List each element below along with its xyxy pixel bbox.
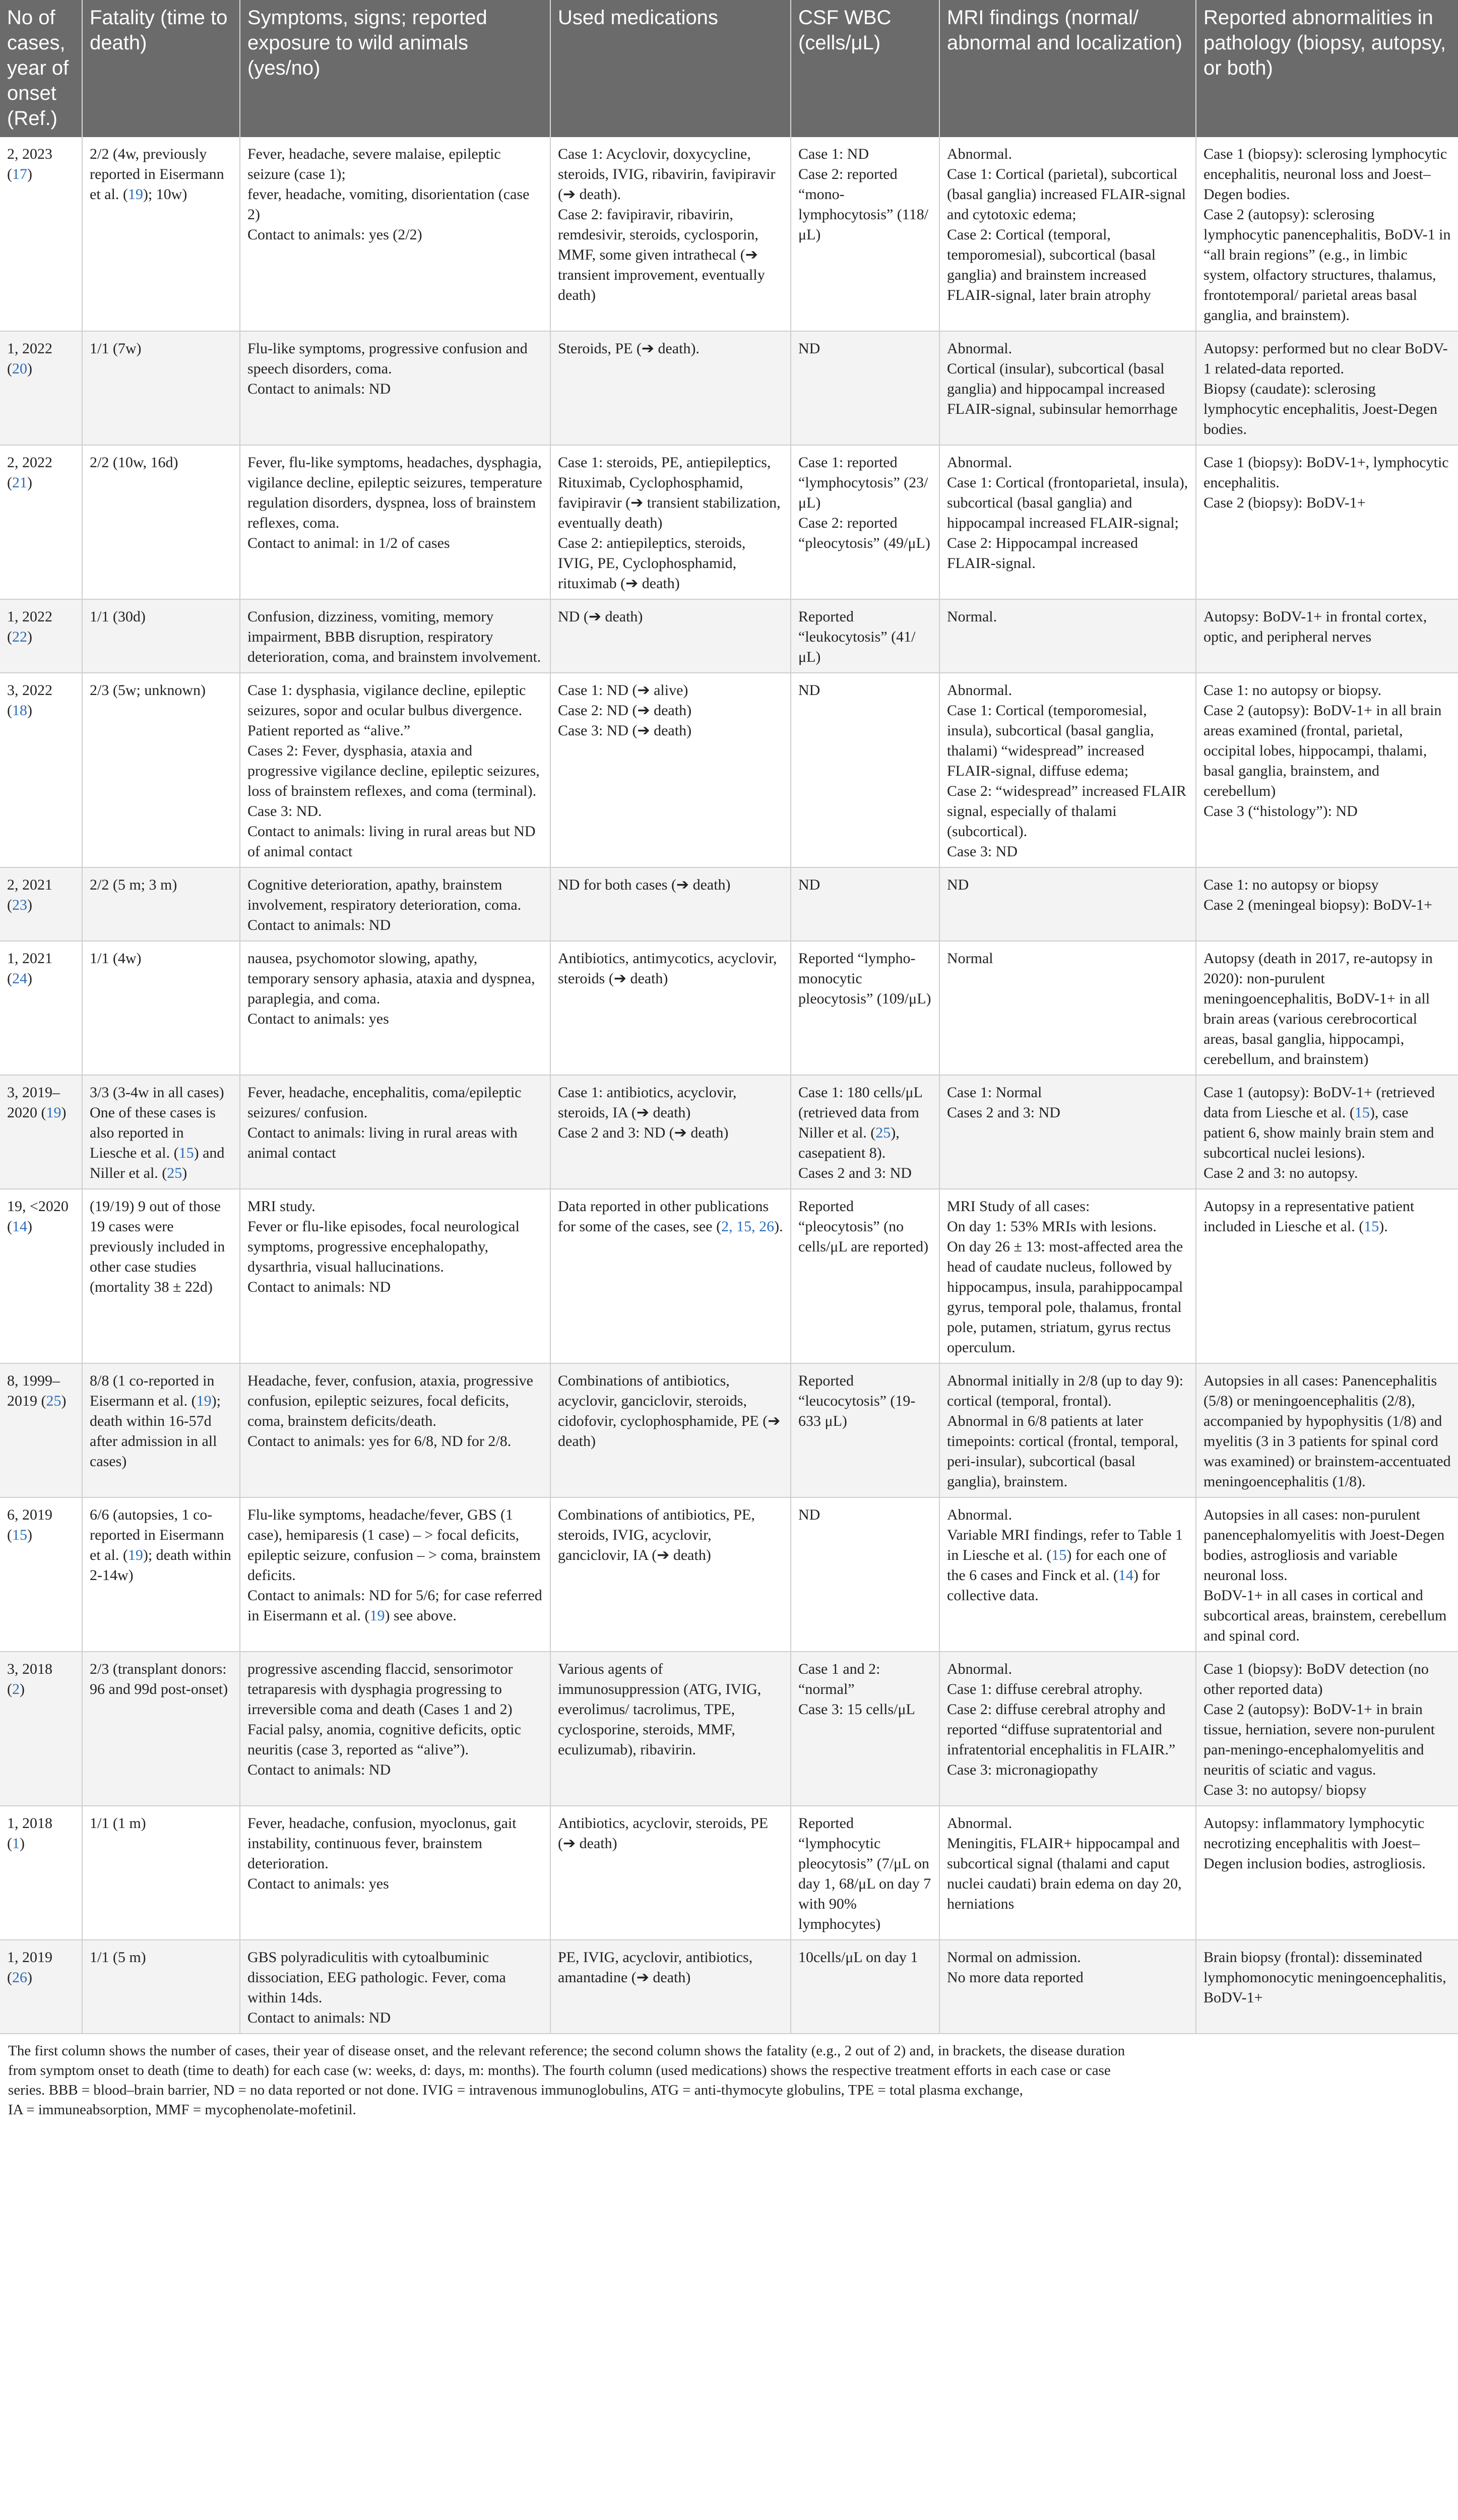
cell-line: Normal on admission. bbox=[947, 1949, 1081, 1966]
cell-line: 1, 2019 bbox=[7, 1949, 52, 1966]
cases-cell bbox=[0, 941, 82, 1075]
cell-line: Fever, headache, confusion, myoclonus, gait instability, continuous fever, brainstem deterioration. bbox=[247, 1815, 517, 1872]
cases-cell bbox=[0, 445, 82, 599]
pathology-cell bbox=[1196, 1497, 1458, 1652]
cell-line: Contact to animals: ND bbox=[247, 917, 391, 933]
header-symptoms: Symptoms, signs; reported exposure to wild animals (yes/no) bbox=[240, 0, 550, 137]
cases-cell bbox=[0, 599, 82, 673]
medications-cell bbox=[550, 331, 791, 445]
cell-line: Contact to animals: yes (2/2) bbox=[247, 226, 422, 243]
cell-line: (24) bbox=[7, 970, 32, 987]
cell-line: (23) bbox=[7, 897, 32, 913]
pathology-cell bbox=[1196, 445, 1458, 599]
table-body bbox=[0, 137, 1458, 2034]
cell-line: Facial palsy, anomia, cognitive deficits, optic neuritis (case 3, reported as “alive”). bbox=[247, 1721, 521, 1758]
csf-wbc-cell bbox=[791, 1497, 939, 1652]
cell-line: MRI study. bbox=[247, 1198, 315, 1215]
cell-line: Case 1: Cortical (temporomesial, insula), subcortical (basal ganglia, thalami) “widespread” increased FLAIR-signal, diffuse edema; bbox=[947, 702, 1154, 779]
cell-line: 2/3 (5w; unknown) bbox=[90, 682, 206, 699]
cell-line: Cases 2: Fever, dysphasia, ataxia and progressive vigilance decline, epileptic seizures, loss of brainstem reflexes, and coma (terminal). bbox=[247, 742, 540, 799]
mri-cell bbox=[939, 137, 1196, 331]
cell-line: Abnormal. bbox=[947, 682, 1012, 699]
cell-line: On day 26 ± 13: most-affected area the head of caudate nucleus, followed by hippocampus, insula, parahippocampal gyrus, temporal pole, thalamus, frontal pole, putamen, striatum, gyrus rectus operculum. bbox=[947, 1238, 1183, 1356]
cell-line: Fever or flu-like episodes, focal neurological symptoms, progressive encephalopathy, dysarthria, visual hallucinations. bbox=[247, 1218, 520, 1275]
mri-cell bbox=[939, 1806, 1196, 1940]
cases-cell bbox=[0, 1363, 82, 1497]
cell-line: Case 2 (autopsy): sclerosing lymphocytic panencephalitis, BoDV-1 in “all brain regions” (e.g., in limbic system, olfactory structures, thalamus, frontotemporal/ parietal areas basal ganglia, and brainstem). bbox=[1203, 206, 1451, 324]
table-row bbox=[0, 1075, 1458, 1189]
medications-cell bbox=[550, 673, 791, 867]
table-row bbox=[0, 941, 1458, 1075]
cell-line: Case 1: Cortical (parietal), subcortical (basal ganglia) increased FLAIR-signal and cytotoxic edema; bbox=[947, 166, 1186, 223]
cell-line: Confusion, dizziness, vomiting, memory impairment, BBB disruption, respiratory deterioration, coma, and brainstem involvement. bbox=[247, 608, 541, 665]
cell-line: (20) bbox=[7, 360, 32, 377]
cell-line: Abnormal. bbox=[947, 454, 1012, 471]
table-row bbox=[0, 1652, 1458, 1806]
cell-line: Fever, headache, encephalitis, coma/epileptic seizures/ confusion. bbox=[247, 1084, 522, 1121]
symptoms-cell bbox=[240, 1075, 550, 1189]
cell-line: Case 2: Hippocampal increased FLAIR-signal. bbox=[947, 535, 1138, 572]
table-row bbox=[0, 599, 1458, 673]
medications-cell bbox=[550, 599, 791, 673]
pathology-cell bbox=[1196, 1075, 1458, 1189]
cases-cell bbox=[0, 867, 82, 941]
pathology-cell bbox=[1196, 137, 1458, 331]
cell-line: Cortical (insular), subcortical (basal ganglia) and hippocampal increased FLAIR-signal, subinsular hemorrhage bbox=[947, 360, 1178, 417]
pathology-cell bbox=[1196, 1940, 1458, 2034]
cell-line: 2/2 (4w, previously reported in Eisermann et al. (19); 10w) bbox=[90, 146, 224, 203]
pathology-cell bbox=[1196, 1806, 1458, 1940]
symptoms-cell bbox=[240, 867, 550, 941]
cell-line: (26) bbox=[7, 1969, 32, 1986]
symptoms-cell bbox=[240, 1940, 550, 2034]
medications-cell bbox=[550, 137, 791, 331]
fatality-cell bbox=[82, 673, 240, 867]
cell-line: Contact to animals: living in rural areas with animal contact bbox=[247, 1124, 518, 1161]
cell-line: Case 3 (“histology”): ND bbox=[1203, 803, 1358, 820]
header-pathology: Reported abnormalities in pathology (biopsy, autopsy, or both) bbox=[1196, 0, 1458, 137]
cell-line: ND bbox=[798, 682, 820, 699]
fatality-cell bbox=[82, 1652, 240, 1806]
symptoms-cell bbox=[240, 1652, 550, 1806]
cell-line: 1/1 (30d) bbox=[90, 608, 146, 625]
cell-line: Reported “lymphocytic pleocytosis” (7/μL on day 1, 68/μL on day 7 with 90% lymphocytes) bbox=[798, 1815, 931, 1932]
cell-line: Headache, fever, confusion, ataxia, progressive confusion, epileptic seizures, focal deficits, coma, brainstem deficits/death. bbox=[247, 1372, 533, 1429]
cell-line: Meningitis, FLAIR+ hippocampal and subcortical signal (thalami and caput nuclei caudati) brain edema on day 20, herniations bbox=[947, 1835, 1182, 1912]
csf-wbc-cell bbox=[791, 1940, 939, 2034]
fatality-cell bbox=[82, 137, 240, 331]
csf-wbc-cell bbox=[791, 1652, 939, 1806]
cell-line: (17) bbox=[7, 166, 32, 182]
cell-line: Abnormal. bbox=[947, 1506, 1012, 1523]
csf-wbc-cell bbox=[791, 1363, 939, 1497]
cell-line: Case 1: ND (➔ alive) bbox=[558, 682, 688, 699]
cell-line: Abnormal. bbox=[947, 340, 1012, 357]
cell-line: Case 1: antibiotics, acyclovir, steroids, IA (➔ death) bbox=[558, 1084, 737, 1121]
cell-line: Autopsies in all cases: Panencephalitis (5/8) or meningoencephalitis (2/8), accompanied by hypophysitis (1/8) and myelitis (3 in 3 patients for spinal cord was examined) or brainstem-accentuated meningoencephalitis (1/8). bbox=[1203, 1372, 1451, 1490]
cell-line: 2/2 (10w, 16d) bbox=[90, 454, 178, 471]
header-csf-wbc: CSF WBC (cells/μL) bbox=[791, 0, 939, 137]
cell-line: 6/6 (autopsies, 1 co-reported in Eisermann et al. (19); death within 2-14w) bbox=[90, 1506, 231, 1584]
csf-wbc-cell bbox=[791, 137, 939, 331]
fatality-cell bbox=[82, 1806, 240, 1940]
cell-line: Case 1: 180 cells/μL (retrieved data from Niller et al. (25), casepatient 8). bbox=[798, 1084, 922, 1161]
cell-line: Case 1: ND bbox=[798, 146, 869, 162]
cell-line: Autopsy (death in 2017, re-autopsy in 2020): non-purulent meningoencephalitis, BoDV-1+ in all brain areas (various cerebrocortical areas, basal ganglia, hippocampi, cerebellum, and brainstem) bbox=[1203, 950, 1433, 1067]
cell-line: Case 1: no autopsy or biopsy bbox=[1203, 876, 1379, 893]
cell-line: Case 2: antiepileptics, steroids, IVIG, PE, Cyclophosphamid, rituximab (➔ death) bbox=[558, 535, 746, 592]
cell-line: 8/8 (1 co-reported in Eisermann et al. (19); death within 16-57d after admission in all cases) bbox=[90, 1372, 221, 1470]
cases-cell bbox=[0, 1940, 82, 2034]
cell-line: 2, 2022 bbox=[7, 454, 52, 471]
cell-line: Cases 2 and 3: ND bbox=[798, 1165, 912, 1181]
table-row bbox=[0, 1189, 1458, 1363]
fatality-cell bbox=[82, 331, 240, 445]
mri-cell bbox=[939, 1652, 1196, 1806]
cell-line: Contact to animals: yes bbox=[247, 1875, 389, 1892]
cell-line: Fever, flu-like symptoms, headaches, dysphagia, vigilance decline, epileptic seizures, temperature regulation disorders, dyspnea, loss of brainstem reflexes, coma. bbox=[247, 454, 542, 531]
cell-line: (14) bbox=[7, 1218, 32, 1235]
mri-cell bbox=[939, 599, 1196, 673]
cell-line: (15) bbox=[7, 1527, 32, 1543]
cell-line: Case 2: reported “pleocytosis” (49/μL) bbox=[798, 515, 930, 551]
cell-line: ND bbox=[798, 340, 820, 357]
symptoms-cell bbox=[240, 1363, 550, 1497]
csf-wbc-cell bbox=[791, 331, 939, 445]
cell-line: Variable MRI findings, refer to Table 1 in Liesche et al. (15) for each one of the 6 cases and Finck et al. (14) for collective data. bbox=[947, 1527, 1183, 1604]
cell-line: Contact to animals: living in rural areas but ND of animal contact bbox=[247, 823, 536, 860]
symptoms-cell bbox=[240, 599, 550, 673]
table-row bbox=[0, 445, 1458, 599]
cell-line: Case 2: “widespread” increased FLAIR signal, especially of thalami (subcortical). bbox=[947, 783, 1186, 840]
cell-line: Steroids, PE (➔ death). bbox=[558, 340, 700, 357]
cell-line: Case 1: diffuse cerebral atrophy. bbox=[947, 1681, 1143, 1697]
cell-line: 2/2 (5 m; 3 m) bbox=[90, 876, 177, 893]
cell-line: Contact to animals: ND bbox=[247, 2009, 391, 2026]
fatality-cell bbox=[82, 445, 240, 599]
cases-cell bbox=[0, 1189, 82, 1363]
cell-line: Contact to animals: ND for 5/6; for case referred in Eisermann et al. (19) see above. bbox=[247, 1587, 542, 1624]
medications-cell bbox=[550, 1189, 791, 1363]
cell-line: 3, 2018 bbox=[7, 1661, 52, 1677]
cell-line: Case 2: reported “mono-lymphocytosis” (118/μL) bbox=[798, 166, 929, 243]
csf-wbc-cell bbox=[791, 867, 939, 941]
pathology-cell bbox=[1196, 1189, 1458, 1363]
fatality-cell bbox=[82, 599, 240, 673]
table-header bbox=[0, 0, 1458, 137]
cell-line: Case 1: dysphasia, vigilance decline, epileptic seizures, sopor and ocular bulbus divergence. Patient reported as “alive.” bbox=[247, 682, 526, 739]
cell-line: Case 1: Normal bbox=[947, 1084, 1042, 1101]
cell-line: Various agents of immunosuppression (ATG, IVIG, everolimus/ tacrolimus, TPE, cyclosporine, steroids, MMF, eculizumab), ribavirin. bbox=[558, 1661, 762, 1758]
cell-line: ND for both cases (➔ death) bbox=[558, 876, 731, 893]
medications-cell bbox=[550, 445, 791, 599]
cell-line: 10cells/μL on day 1 bbox=[798, 1949, 918, 1966]
cell-line: GBS polyradiculitis with cytoalbuminic dissociation, EEG pathologic. Fever, coma within 14ds. bbox=[247, 1949, 506, 2006]
fatality-cell bbox=[82, 1940, 240, 2034]
mri-cell bbox=[939, 1940, 1196, 2034]
cell-line: Contact to animals: ND bbox=[247, 1761, 391, 1778]
cell-line: 1/1 (4w) bbox=[90, 950, 142, 967]
cases-cell bbox=[0, 673, 82, 867]
cell-line: Autopsies in all cases: non-purulent panencephalomyelitis with Joest-Degen bodies, astrogliosis and variable neuronal loss. bbox=[1203, 1506, 1445, 1584]
csf-wbc-cell bbox=[791, 445, 939, 599]
cell-line: Case 1: Acyclovir, doxycycline, steroids, IVIG, ribavirin, favipiravir (➔ death). bbox=[558, 146, 776, 203]
cell-line: 1, 2021 bbox=[7, 950, 52, 967]
symptoms-cell bbox=[240, 331, 550, 445]
cell-line: PE, IVIG, acyclovir, antibiotics, amantadine (➔ death) bbox=[558, 1949, 753, 1986]
cell-line: On day 1: 53% MRIs with lesions. bbox=[947, 1218, 1157, 1235]
symptoms-cell bbox=[240, 445, 550, 599]
cell-line: Abnormal initially in 2/8 (up to day 9): cortical (temporal, frontal). bbox=[947, 1372, 1184, 1409]
cell-line: 3, 2019–2020 (19) bbox=[7, 1084, 67, 1121]
cell-line: Data reported in other publications for some of the cases, see (2, 15, 26). bbox=[558, 1198, 783, 1235]
cell-line: 19, <2020 bbox=[7, 1198, 69, 1215]
symptoms-cell bbox=[240, 941, 550, 1075]
cell-line: Case 3: no autopsy/ biopsy bbox=[1203, 1782, 1367, 1798]
cell-line: No more data reported bbox=[947, 1969, 1084, 1986]
cell-line: 1/1 (7w) bbox=[90, 340, 142, 357]
cell-line: Reported “pleocytosis” (no cells/μL are reported) bbox=[798, 1198, 929, 1255]
cell-line: 2, 2021 bbox=[7, 876, 52, 893]
medications-cell bbox=[550, 867, 791, 941]
table-row bbox=[0, 1497, 1458, 1652]
fatality-cell bbox=[82, 1075, 240, 1189]
cell-line: Case 2: ND (➔ death) bbox=[558, 702, 692, 719]
cell-line: nausea, psychomotor slowing, apathy, temporary sensory aphasia, ataxia and dyspnea, paraplegia, and coma. bbox=[247, 950, 535, 1007]
cell-line: Case 1: steroids, PE, antiepileptics, Rituximab, Cyclophosphamid, favipiravir (➔ transient stabilization, eventually death) bbox=[558, 454, 781, 531]
mri-cell bbox=[939, 941, 1196, 1075]
cell-line: Reported “leukocytosis” (41/μL) bbox=[798, 608, 916, 665]
cases-cell bbox=[0, 1652, 82, 1806]
cell-line: 1/1 (1 m) bbox=[90, 1815, 146, 1832]
cell-line: Case 1: Cortical (frontoparietal, insula), subcortical (basal ganglia) and hippocampal increased FLAIR-signal; bbox=[947, 474, 1188, 531]
cell-line: Contact to animal: in 1/2 of cases bbox=[247, 535, 450, 551]
cell-line: Case 1: no autopsy or biopsy. bbox=[1203, 682, 1382, 699]
cell-line: (2) bbox=[7, 1681, 25, 1697]
cell-line: 1/1 (5 m) bbox=[90, 1949, 146, 1966]
pathology-cell bbox=[1196, 941, 1458, 1075]
csf-wbc-cell bbox=[791, 673, 939, 867]
cell-line: Abnormal. bbox=[947, 1661, 1012, 1677]
cell-line: (21) bbox=[7, 474, 32, 491]
cell-line: Case 2: Cortical (temporal, temporomesial), subcortical (basal ganglia) and brainstem increased FLAIR-signal, later brain atrophy bbox=[947, 226, 1156, 303]
pathology-cell bbox=[1196, 673, 1458, 867]
cell-line: Brain biopsy (frontal): disseminated lymphomonocytic meningoencephalitis, BoDV-1+ bbox=[1203, 1949, 1446, 2006]
pathology-cell bbox=[1196, 1363, 1458, 1497]
medications-cell bbox=[550, 1497, 791, 1652]
cell-line: Case 2 (autopsy): BoDV-1+ in all brain areas examined (frontal, parietal, occipital lobes, hippocampi, thalami, basal ganglia, brainstem, and cerebellum) bbox=[1203, 702, 1442, 799]
cell-line: Cognitive deterioration, apathy, brainstem involvement, respiratory deterioration, coma. bbox=[247, 876, 522, 913]
pathology-cell bbox=[1196, 1652, 1458, 1806]
cell-line: Case 1 (biopsy): sclerosing lymphocytic encephalitis, neuronal loss and Joest–Degen bodies. bbox=[1203, 146, 1447, 203]
footnote-line: The first column shows the number of cases, their year of disease onset, and the relevant reference; the second column shows the fatality (e.g., 2 out of 2) and, in brackets, the disease duration bbox=[8, 2043, 1125, 2059]
cases-cell bbox=[0, 137, 82, 331]
cell-line: Case 1 (biopsy): BoDV detection (no other reported data) bbox=[1203, 1661, 1429, 1697]
mri-cell bbox=[939, 673, 1196, 867]
cell-line: Reported “leucocytosis” (19-633 μL) bbox=[798, 1372, 916, 1429]
mri-cell bbox=[939, 867, 1196, 941]
cell-line: Case 1 (biopsy): BoDV-1+, lymphocytic encephalitis. bbox=[1203, 454, 1449, 491]
cell-line: 2, 2023 bbox=[7, 146, 52, 162]
pathology-cell bbox=[1196, 331, 1458, 445]
header-row bbox=[0, 0, 1458, 137]
csf-wbc-cell bbox=[791, 1806, 939, 1940]
cell-line: Contact to animals: ND bbox=[247, 1279, 391, 1295]
table-row bbox=[0, 673, 1458, 867]
cell-line: Combinations of antibiotics, PE, steroids, IVIG, acyclovir, ganciclovir, IA (➔ death) bbox=[558, 1506, 755, 1563]
cell-line: Fever, headache, severe malaise, epileptic seizure (case 1); bbox=[247, 146, 501, 182]
cell-line: 1, 2022 bbox=[7, 608, 52, 625]
cell-line: Case 2: favipiravir, ribavirin, remdesivir, steroids, cyclosporin, MMF, some given intrathecal (➔ transient improvement, eventually death) bbox=[558, 206, 765, 303]
cell-line: Case 3: ND bbox=[947, 843, 1018, 860]
cell-line: MRI Study of all cases: bbox=[947, 1198, 1090, 1215]
mri-cell bbox=[939, 445, 1196, 599]
cell-line: Case 2 and 3: no autopsy. bbox=[1203, 1165, 1358, 1181]
symptoms-cell bbox=[240, 673, 550, 867]
mri-cell bbox=[939, 331, 1196, 445]
header-mri-findings: MRI findings (normal/ abnormal and localization) bbox=[939, 0, 1196, 137]
cell-line: Antibiotics, acyclovir, steroids, PE (➔ death) bbox=[558, 1815, 769, 1852]
header-cases: No of cases, year of onset (Ref.) bbox=[0, 0, 82, 137]
cell-line: Abnormal in 6/8 patients at later timepoints: cortical (frontal, temporal, peri-insular), subcortical (basal ganglia), brainstem. bbox=[947, 1413, 1179, 1490]
medications-cell bbox=[550, 1806, 791, 1940]
cell-line: Cases 2 and 3: ND bbox=[947, 1104, 1060, 1121]
table-row bbox=[0, 331, 1458, 445]
footnote-line: series. BBB = blood–brain barrier, ND = no data reported or not done. IVIG = intravenous immunoglobulins, ATG = anti-thymocyte globulins, TPE = total plasma exchange, bbox=[8, 2082, 1023, 2098]
cases-cell bbox=[0, 1497, 82, 1652]
cell-line: Case 2 and 3: ND (➔ death) bbox=[558, 1124, 729, 1141]
fatality-cell bbox=[82, 1189, 240, 1363]
mri-cell bbox=[939, 1363, 1196, 1497]
medications-cell bbox=[550, 1940, 791, 2034]
cell-line: (22) bbox=[7, 628, 32, 645]
cell-line: Case 3: 15 cells/μL bbox=[798, 1701, 915, 1718]
cell-line: ND (➔ death) bbox=[558, 608, 643, 625]
cases-cell bbox=[0, 331, 82, 445]
cell-line: Biopsy (caudate): sclerosing lymphocytic encephalitis, Joest-Degen bodies. bbox=[1203, 381, 1438, 437]
mri-cell bbox=[939, 1189, 1196, 1363]
cases-cell bbox=[0, 1075, 82, 1189]
csf-wbc-cell bbox=[791, 1189, 939, 1363]
cell-line: Normal bbox=[947, 950, 993, 967]
table-row bbox=[0, 137, 1458, 331]
cell-line: (18) bbox=[7, 702, 32, 719]
cell-line: ND bbox=[947, 876, 969, 893]
cell-line: 3/3 (3-4w in all cases) bbox=[90, 1084, 224, 1101]
symptoms-cell bbox=[240, 137, 550, 331]
cell-line: 6, 2019 bbox=[7, 1506, 52, 1523]
csf-wbc-cell bbox=[791, 599, 939, 673]
cell-line: (19/19) 9 out of those 19 cases were previously included in other case studies (mortality 38 ± 22d) bbox=[90, 1198, 225, 1295]
cell-line: fever, headache, vomiting, disorientation (case 2) bbox=[247, 186, 530, 223]
cell-line: Case 1 (autopsy): BoDV-1+ (retrieved data from Liesche et al. (15), case patient 6, show mainly brain stem and subcortical nuclei lesions). bbox=[1203, 1084, 1435, 1161]
csf-wbc-cell bbox=[791, 941, 939, 1075]
symptoms-cell bbox=[240, 1189, 550, 1363]
pathology-cell bbox=[1196, 867, 1458, 941]
cell-line: Abnormal. bbox=[947, 1815, 1012, 1832]
cell-line: Autopsy: inflammatory lymphocytic necrotizing encephalitis with Joest–Degen inclusion bodies, astrogliosis. bbox=[1203, 1815, 1426, 1872]
cell-line: 8, 1999–2019 (25) bbox=[7, 1372, 67, 1409]
table-row bbox=[0, 867, 1458, 941]
cell-line: Reported “lympho-monocytic pleocytosis” (109/μL) bbox=[798, 950, 931, 1007]
fatality-cell bbox=[82, 1363, 240, 1497]
cell-line: Case 2 (meningeal biopsy): BoDV-1+ bbox=[1203, 897, 1433, 913]
cell-line: Contact to animals: yes bbox=[247, 1011, 389, 1027]
medications-cell bbox=[550, 1652, 791, 1806]
medications-cell bbox=[550, 1075, 791, 1189]
cell-line: (1) bbox=[7, 1835, 25, 1852]
cell-line: Antibiotics, antimycotics, acyclovir, steroids (➔ death) bbox=[558, 950, 777, 987]
cell-line: Normal. bbox=[947, 608, 997, 625]
cell-line: 3, 2022 bbox=[7, 682, 52, 699]
medications-cell bbox=[550, 1363, 791, 1497]
cell-line: Contact to animals: yes for 6/8, ND for 2/8. bbox=[247, 1433, 512, 1450]
footnote-line: IA = immuneabsorption, MMF = mycophenolate-mofetinil. bbox=[8, 2102, 356, 2118]
table-row bbox=[0, 1806, 1458, 1940]
cell-line: One of these cases is also reported in Liesche et al. (15) and Niller et al. (25) bbox=[90, 1104, 225, 1181]
cell-line: ND bbox=[798, 876, 820, 893]
cell-line: Flu-like symptoms, progressive confusion and speech disorders, coma. bbox=[247, 340, 528, 377]
cell-line: Autopsy: BoDV-1+ in frontal cortex, optic, and peripheral nerves bbox=[1203, 608, 1427, 645]
cell-line: Abnormal. bbox=[947, 146, 1012, 162]
cell-line: Case 3: micronagiopathy bbox=[947, 1761, 1098, 1778]
cell-line: Autopsy in a representative patient included in Liesche et al. (15). bbox=[1203, 1198, 1415, 1235]
cell-line: Case 3: ND (➔ death) bbox=[558, 722, 692, 739]
symptoms-cell bbox=[240, 1806, 550, 1940]
table-footnote bbox=[0, 2034, 1458, 2120]
cell-line: Contact to animals: ND bbox=[247, 381, 391, 397]
cell-line: BoDV-1+ in all cases in cortical and subcortical areas, brainstem, cerebellum and spinal cord. bbox=[1203, 1587, 1447, 1644]
cell-line: Combinations of antibiotics, acyclovir, ganciclovir, steroids, cidofovir, cyclophosphamide, PE (➔ death) bbox=[558, 1372, 781, 1450]
cell-line: Case 2: diffuse cerebral atrophy and reported “diffuse supratentorial and infratentorial encephalitis in FLAIR.” bbox=[947, 1701, 1176, 1758]
pathology-cell bbox=[1196, 599, 1458, 673]
fatality-cell bbox=[82, 1497, 240, 1652]
cell-line: progressive ascending flaccid, sensorimotor tetraparesis with dysphagia progressing to irreversible coma and death (Cases 1 and 2) bbox=[247, 1661, 513, 1718]
cases-cell bbox=[0, 1806, 82, 1940]
cell-line: 2/3 (transplant donors: 96 and 99d post-onset) bbox=[90, 1661, 228, 1697]
mri-cell bbox=[939, 1497, 1196, 1652]
table-row bbox=[0, 1940, 1458, 2034]
footnote-line: from symptom onset to death (time to death) for each case (w: weeks, d: days, m: months). The fourth column (used medications) shows the respective treatment efforts in each case or case bbox=[8, 2062, 1111, 2078]
symptoms-cell bbox=[240, 1497, 550, 1652]
cell-line: 1, 2018 bbox=[7, 1815, 52, 1832]
header-fatality: Fatality (time to death) bbox=[82, 0, 240, 137]
cell-line: Case 1 and 2: “normal” bbox=[798, 1661, 880, 1697]
cell-line: Case 2 (biopsy): BoDV-1+ bbox=[1203, 494, 1366, 511]
cell-line: Autopsy: performed but no clear BoDV-1 related-data reported. bbox=[1203, 340, 1448, 377]
mri-cell bbox=[939, 1075, 1196, 1189]
medications-cell bbox=[550, 941, 791, 1075]
fatality-cell bbox=[82, 867, 240, 941]
cell-line: Flu-like symptoms, headache/fever, GBS (1 case), hemiparesis (1 case) – > focal deficits, epileptic seizure, confusion – > coma, brainstem deficits. bbox=[247, 1506, 541, 1584]
table-row bbox=[0, 1363, 1458, 1497]
fatality-cell bbox=[82, 941, 240, 1075]
csf-wbc-cell bbox=[791, 1075, 939, 1189]
header-medications: Used medications bbox=[550, 0, 791, 137]
cell-line: ND bbox=[798, 1506, 820, 1523]
cell-line: 1, 2022 bbox=[7, 340, 52, 357]
cell-line: Case 3: ND. bbox=[247, 803, 322, 820]
cell-line: Case 2 (autopsy): BoDV-1+ in brain tissue, herniation, severe non-purulent pan-meningo-encephalomyelitis and neuritis of sciatic and vagus. bbox=[1203, 1701, 1435, 1778]
cell-line: Case 1: reported “lymphocytosis” (23/μL) bbox=[798, 454, 928, 511]
